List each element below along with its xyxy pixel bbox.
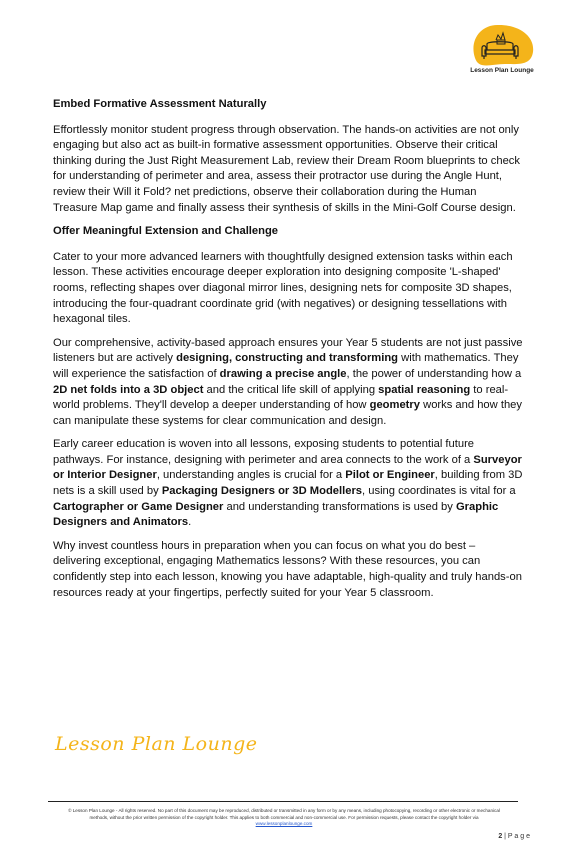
bold-text-run: designing, constructing and transforming	[176, 352, 399, 365]
page-number	[498, 833, 530, 840]
text-run: , understanding angles is crucial for a	[156, 469, 346, 482]
text-run: and understanding transformations is used by	[223, 500, 456, 513]
text-run: works and how they can manipulate these systems for clear communication and design.	[53, 399, 522, 427]
page-number-value: 2	[498, 833, 503, 840]
bold-text-run: Cartographer or Game Designer	[53, 500, 224, 513]
text-run: , the power of understanding how a	[346, 367, 522, 380]
text-run: Effortlessly monitor student progress through observation. The hands-on activities are not only engaging but also act as built-in formative assessment opportunities. Observe their critical thinking during the Just Right Measurement Lab, review their Dream Room blueprints to check for understanding of perimeter and area, assess their protractor use during the Angle Hunt, review their Will it Fold? net predictions, observe their collaboration during the Human Treasure Map game and finally assess their synthesis of skills in the Mini-Golf Course design.	[53, 123, 520, 214]
body-paragraph	[53, 250, 523, 328]
body-paragraph	[53, 336, 523, 430]
logo-text: Lesson Plan Lounge	[470, 67, 534, 74]
script-brand-signature: Lesson Plan Lounge	[55, 733, 258, 755]
bold-text-run: drawing a precise angle	[219, 367, 347, 380]
page-label: | P a g e	[504, 833, 530, 840]
text-run: Our comprehensive, activity-based approach ensures your Year 5 students are not just passive listeners but are actively	[53, 336, 523, 365]
bold-text-run: spatial reasoning	[378, 383, 471, 396]
copyright-text: © Lesson Plan Lounge - All rights reserved. No part of this document may be reproduced, distributed or transmitted in any form or by any means, including photocopying, recording or other electronic or mechanical methods, without the prior written permission of the copyright holder. This applies to both commercial and non-commercial use. For permission requests, please contact the copyright holder via	[68, 808, 500, 820]
text-run: , using coordinates is vital for a	[362, 485, 516, 498]
text-run: .	[188, 516, 192, 529]
bold-text-run: Graphic Designers and Animators	[53, 500, 499, 529]
bold-text-run: Surveyor or Interior Designer	[53, 453, 522, 482]
body-paragraph	[53, 437, 523, 531]
text-run: and the critical life skill of applying	[203, 383, 379, 396]
body-paragraph	[53, 539, 523, 601]
bold-text-run: 2D net folds into a 3D object	[53, 383, 204, 396]
text-run: , building from 3D nets is a skill used by	[53, 469, 523, 498]
text-run: to real-world problems. They'll develop a deeper understanding of how	[53, 383, 509, 412]
bold-text-run: Pilot or Engineer	[345, 469, 435, 482]
text-run: Why invest countless hours in preparation when you can focus on what you do best – delivering exceptional, engaging Mathematics lessons? With these resources, you can confidently step into each lesson, knowing you have adaptable, high-quality and truly hands-on resources ready at your fingertips, perfectly suited for your Year 5 classroom.	[53, 539, 522, 599]
footer-divider	[48, 801, 518, 802]
section-heading: Embed Formative Assessment Naturally	[53, 98, 267, 110]
body-paragraph	[53, 123, 523, 217]
text-run: with mathematics. They will experience the satisfaction of	[53, 352, 519, 380]
bold-text-run: Packaging Designers or 3D Modellers	[161, 485, 363, 498]
section-heading: Offer Meaningful Extension and Challenge	[53, 225, 279, 238]
main-content	[53, 97, 523, 609]
website-link[interactable]: www.lessonplanlounge.com	[255, 821, 313, 827]
footer-copyright	[60, 808, 508, 828]
text-run: Cater to your more advanced learners with thoughtfully designed extension tasks within each lesson. These activities encourage deeper exploration into designing composite 'L-shaped' rooms, reflecting shapes over diagonal mirror lines, designing nets for composite 3D shapes, introducing the four-quadrant coordinate grid (with negatives) or designing tessellations with hexagonal tiles.	[53, 250, 513, 326]
text-run: Early career education is woven into all lessons, exposing students to potential future pathways. For instance, designing with perimeter and area connects to the work of a	[53, 438, 475, 466]
bold-text-run: geometry	[369, 399, 420, 412]
